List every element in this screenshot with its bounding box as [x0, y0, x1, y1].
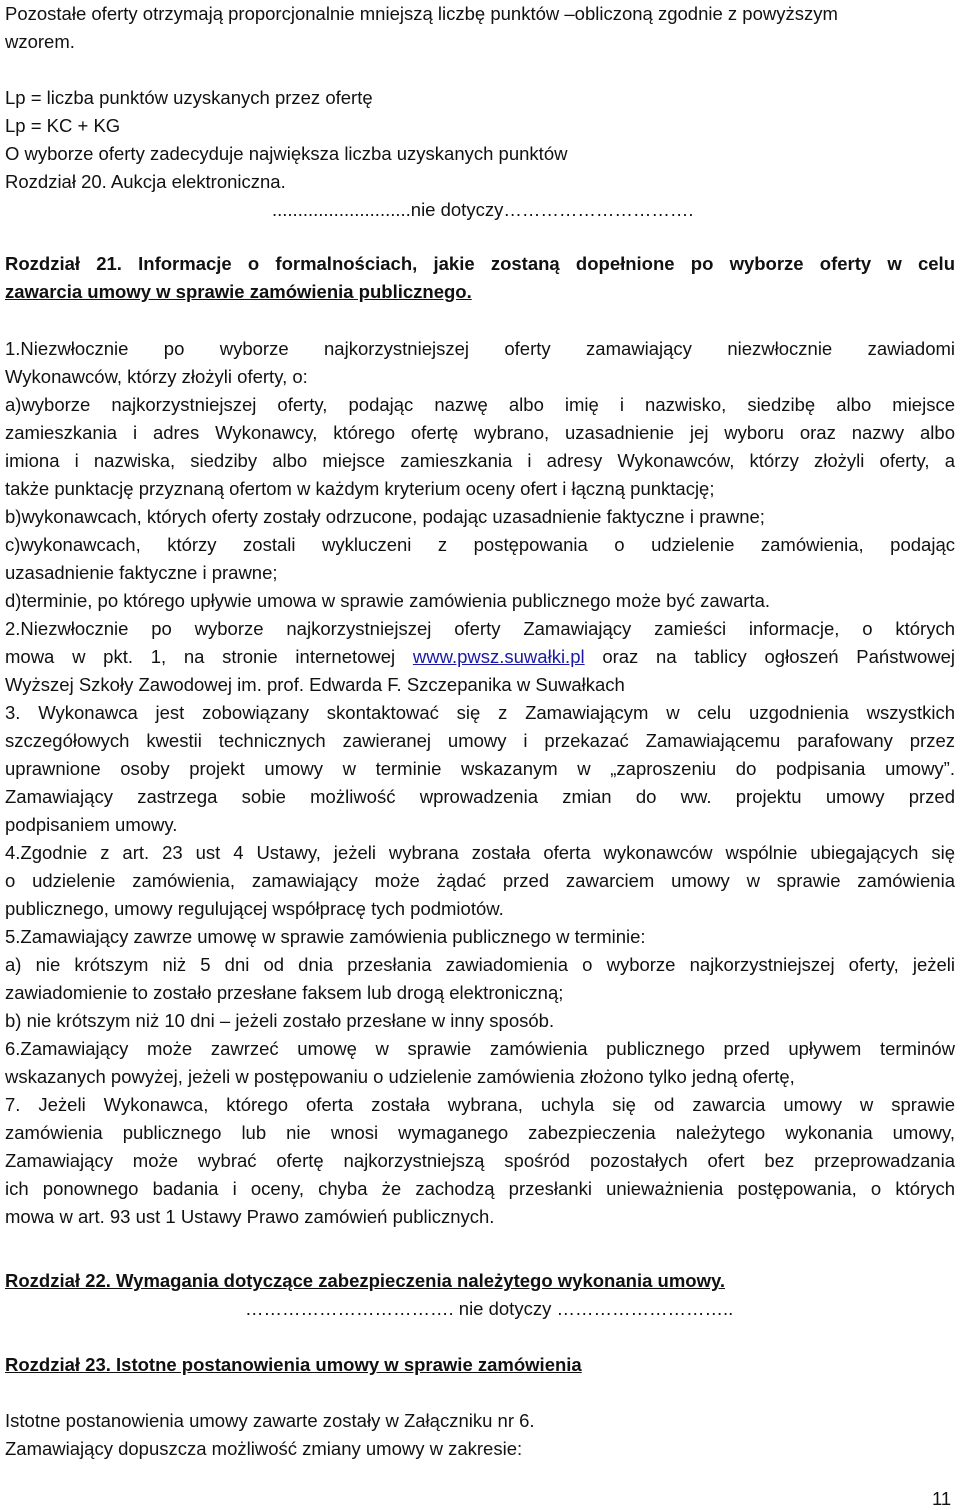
section-21-heading-line-2: [5, 278, 472, 306]
r21-line: Wykonawców, którzy złożyli oferty, o:: [5, 366, 308, 387]
section-21-heading-line-1: [5, 250, 955, 278]
section-21-label: Rozdział 21.: [5, 253, 122, 274]
page-number: 11: [932, 1488, 952, 1509]
r21-line: Zamawiający może wybrać ofertę najkorzystniejszą spośród pozostałych ofert bez przeprowadzania: [5, 1150, 955, 1171]
section-22-heading: Rozdział 22. Wymagania dotyczące zabezpieczenia należytego wykonania umowy.: [5, 1270, 726, 1291]
website-link[interactable]: www.pwsz.suwałki.pl: [412, 646, 585, 667]
r21-line: uzasadnienie faktyczne i prawne;: [5, 562, 278, 583]
section-22-not-applicable: ……………………………. nie dotyczy ………………………..: [245, 1298, 734, 1319]
r21-line: uprawnione osoby projekt umowy w terminie wskazanym w „zaproszeniu do podpisania umowy”.: [5, 758, 955, 779]
r21-line: a) nie krótszym niż 5 dni od dnia przesłania zawiadomienia o wyborze najkorzystniejszej oferty, jeżeli: [5, 954, 955, 975]
r21-line: o udzielenie zamówienia, zamawiający może żądać przed zawarciem umowy w sprawie zamówienia: [5, 870, 955, 891]
r21-line: publicznego, umowy regulującej współpracę tych podmiotów.: [5, 898, 504, 919]
section-21-title-cont: zawarcia umowy w sprawie zamówienia publicznego.: [5, 281, 472, 302]
r21-line: Zamawiający zastrzega sobie możliwość wprowadzenia zmian do ww. projektu umowy przed: [5, 786, 955, 807]
r21-line: Wyższej Szkoły Zawodowej im. prof. Edwarda F. Szczepanika w Suwałkach: [5, 674, 625, 695]
r21-line: 6.Zamawiający może zawrzeć umowę w sprawie zamówienia publicznego przed upływem terminów: [5, 1038, 955, 1059]
intro-line-1: Pozostałe oferty otrzymają proporcjonalnie mniejszą liczbę punktów –obliczoną zgodnie z powyższym: [5, 3, 838, 24]
r21-line: 5.Zamawiający zawrze umowę w sprawie zamówienia publicznego w terminie:: [5, 926, 646, 947]
r21-line: wskazanych powyżej, jeżeli w postępowaniu o udzielenie zamówienia złożono tylko jedną ofertę,: [5, 1066, 795, 1087]
r21-line: 1.Niezwłocznie po wyborze najkorzystniejszej oferty zamawiający niezwłocznie zawiadomi: [5, 338, 955, 359]
r21-line: a)wyborze najkorzystniejszej oferty, podając nazwę albo imię i nazwisko, siedzibę albo miejsce: [5, 394, 955, 415]
link-prefix: mowa w pkt. 1, na stronie internetowej: [5, 646, 413, 667]
r21-line: 4.Zgodnie z art. 23 ust 4 Ustawy, jeżeli wybrana została oferta wykonawców wspólnie ubiegających się: [5, 842, 955, 863]
r21-line: także punktację przyznaną ofertom w każdym kryterium oceny ofert i łączną punktację;: [5, 478, 715, 499]
r21-line: ich ponownego badania i oceny, chyba że zachodzą przesłanki unieważnienia postępowania, o których: [5, 1178, 955, 1199]
section-20-not-applicable: ...........................nie dotyczy………………………….: [272, 199, 694, 220]
r21-line-with-link: [5, 643, 955, 671]
r21-line: d)terminie, po którego upływie umowa w sprawie zamówienia publicznego może być zawarta.: [5, 590, 771, 611]
r21-line: c)wykonawcach, którzy zostali wykluczeni z postępowania o udzielenie zamówienia, podając: [5, 534, 955, 555]
r21-line: b)wykonawcach, których oferty zostały odrzucone, podając uzasadnienie faktyczne i prawne;: [5, 506, 765, 527]
section-23-line-1: Istotne postanowienia umowy zawarte zostały w Załączniku nr 6.: [5, 1410, 535, 1431]
r21-line: zamieszkania i adres Wykonawcy, którego ofertę wybrano, uzasadnienie jej wyboru oraz nazwy albo: [5, 422, 955, 443]
r21-line: mowa w art. 93 ust 1 Ustawy Prawo zamówień publicznych.: [5, 1206, 495, 1227]
r21-line: 7. Jeżeli Wykonawca, którego oferta została wybrana, uchyla się od zawarcia umowy w sprawie: [5, 1094, 955, 1115]
r21-line: imiona i nazwiska, siedziby albo miejsce zamieszkania i adresy Wykonawców, którzy złożyli oferty, a: [5, 450, 955, 471]
decision-rule: O wyborze oferty zadecyduje największa liczba uzyskanych punktów: [5, 143, 568, 164]
r21-line: szczegółowych kwestii technicznych zawieranej umowy i przekazać Zamawiającemu parafowany przez: [5, 730, 955, 751]
section-23-line-2: Zamawiający dopuszcza możliwość zmiany umowy w zakresie:: [5, 1438, 523, 1459]
r21-line: 3. Wykonawca jest zobowiązany skontaktować się z Zamawiającym w celu uzgodnienia wszystkich: [5, 702, 955, 723]
r21-line: zamówienia publicznego lub nie wnosi wymaganego zabezpieczenia należytego wykonania umowy,: [5, 1122, 955, 1143]
r21-line: zawiadomienie to zostało przesłane faksem lub drogą elektroniczną;: [5, 982, 564, 1003]
section-23-heading: Rozdział 23. Istotne postanowienia umowy w sprawie zamówienia: [5, 1354, 582, 1375]
section-21-title: Informacje o formalnościach, jakie zostaną dopełnione po wyborze oferty w celu: [138, 253, 955, 274]
section-20-heading: Rozdział 20. Aukcja elektroniczna.: [5, 171, 286, 192]
link-suffix: oraz na tablicy ogłoszeń Państwowej: [584, 646, 955, 667]
r21-line: 2.Niezwłocznie po wyborze najkorzystniejszej oferty Zamawiający zamieści informacje, o których: [5, 618, 955, 639]
intro-line-2: wzorem.: [5, 31, 75, 52]
lp-formula: Lp = KC + KG: [5, 115, 121, 136]
r21-line: b) nie krótszym niż 10 dni – jeżeli zostało przesłane w inny sposób.: [5, 1010, 555, 1031]
r21-line: podpisaniem umowy.: [5, 814, 178, 835]
lp-definition: Lp = liczba punktów uzyskanych przez ofertę: [5, 87, 373, 108]
